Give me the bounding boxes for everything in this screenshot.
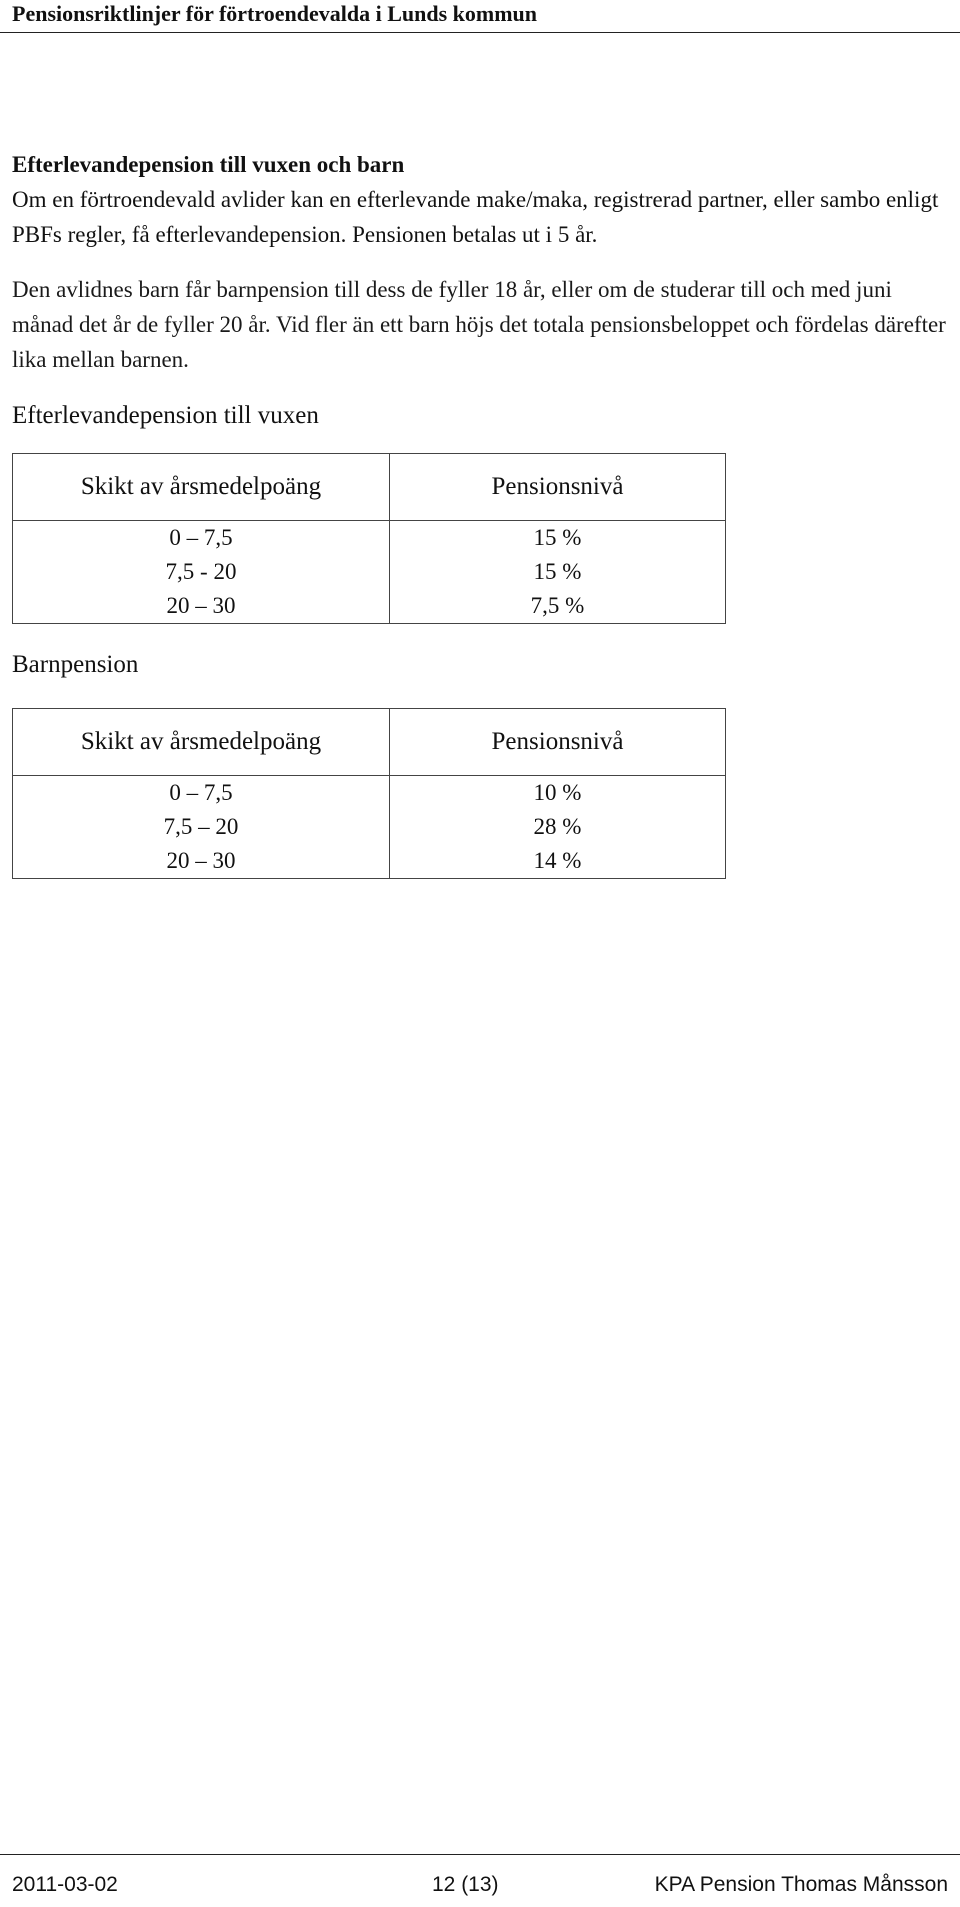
table-cell: 10 % xyxy=(533,780,582,805)
footer-author: KPA Pension Thomas Månsson xyxy=(654,1873,948,1896)
table-cell: 0 – 7,5 xyxy=(169,525,233,550)
child-col-header-level: Pensionsnivå xyxy=(390,709,726,776)
child-table-title: Barnpension xyxy=(12,651,139,678)
child-level-cell xyxy=(390,776,726,879)
footer-page-number: 12 (13) xyxy=(432,1873,499,1896)
paragraph-surviving-spouse: Om en förtroendevald avlider kan en efterlevande make/maka, registrerad partner, eller sambo enligt PBFs regler, få efterlevandepension. Pensionen betalas ut i 5 år. xyxy=(12,187,939,247)
table-cell: 28 % xyxy=(533,814,582,839)
section-heading: Efterlevandepension till vuxen och barn xyxy=(12,152,405,177)
child-pension-table xyxy=(12,708,726,879)
table-cell: 15 % xyxy=(533,525,582,550)
table-cell: 0 – 7,5 xyxy=(169,780,233,805)
adult-level-cell xyxy=(390,521,726,624)
document-title: Pensionsriktlinjer för förtroendevalda i Lunds kommun xyxy=(12,1,538,26)
page-header xyxy=(0,0,960,33)
table-cell: 7,5 % xyxy=(530,593,585,618)
page-content xyxy=(12,150,952,879)
table-cell: 20 – 30 xyxy=(166,848,236,873)
footer-date: 2011-03-02 xyxy=(12,1873,118,1896)
child-range-cell xyxy=(13,776,390,879)
adult-pension-table xyxy=(12,453,726,624)
table-cell: 15 % xyxy=(533,559,582,584)
table-cell: 14 % xyxy=(533,848,582,873)
adult-col-header-level: Pensionsnivå xyxy=(390,454,726,521)
paragraph-child-pension: Den avlidnes barn får barnpension till dess de fyller 18 år, eller om de studerar till och med juni månad det år de fyller 20 år. Vid fler än ett barn höjs det totala pensionsbeloppet och fördelas därefter lika mellan barnen. xyxy=(12,277,946,372)
adult-table-title: Efterlevandepension till vuxen xyxy=(12,402,319,429)
table-cell: 7,5 – 20 xyxy=(163,814,239,839)
child-col-header-range: Skikt av årsmedelpoäng xyxy=(13,709,390,776)
adult-col-header-range: Skikt av årsmedelpoäng xyxy=(13,454,390,521)
table-cell: 7,5 - 20 xyxy=(165,559,237,584)
table-cell: 20 – 30 xyxy=(166,593,236,618)
page-footer xyxy=(0,1854,960,1907)
adult-range-cell xyxy=(13,521,390,624)
